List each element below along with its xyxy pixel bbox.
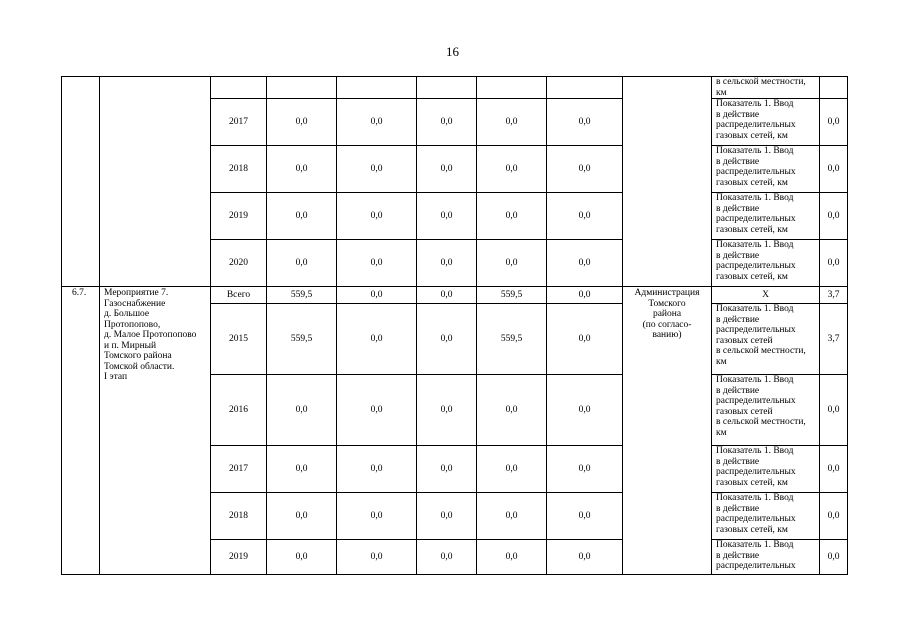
year-cell xyxy=(211,77,267,99)
amount-cell: 0,0 xyxy=(417,446,477,493)
year-cell: 2018 xyxy=(211,493,267,540)
indicator-text: Показатель 1. Ввод в действие распределительных газовых сетей, км xyxy=(716,193,796,235)
amount-cell: 0,0 xyxy=(417,375,477,446)
prev-executor-cell xyxy=(623,77,712,287)
amount-cell: 559,5 xyxy=(477,287,547,304)
amount-cell: 0,0 xyxy=(417,146,477,193)
amount-cell xyxy=(417,77,477,99)
value-cell xyxy=(820,77,848,99)
total-cell: 0,0 xyxy=(267,193,337,240)
amount-cell: 0,0 xyxy=(477,540,547,575)
value-cell: 0,0 xyxy=(820,146,848,193)
value-cell: 0,0 xyxy=(820,493,848,540)
amount-cell: 0,0 xyxy=(417,493,477,540)
amount-cell: 0,0 xyxy=(417,540,477,575)
amount-cell: 0,0 xyxy=(547,446,623,493)
amount-cell: 0,0 xyxy=(417,193,477,240)
indicator-text: Показатель 1. Ввод в действие распределительных газовых сетей, км xyxy=(716,240,796,282)
amount-cell: 0,0 xyxy=(417,99,477,146)
indicator-cell xyxy=(712,193,820,240)
year-cell: 2017 xyxy=(211,99,267,146)
page-number: 16 xyxy=(446,44,459,59)
year-cell: 2020 xyxy=(211,240,267,287)
amount-cell: 0,0 xyxy=(337,304,417,375)
indicator-cell xyxy=(712,375,820,446)
indicator-cell xyxy=(712,77,820,99)
amount-cell: 0,0 xyxy=(477,146,547,193)
value-cell: 0,0 xyxy=(820,375,848,446)
total-cell: 559,5 xyxy=(267,304,337,375)
prev-number-cell xyxy=(62,77,100,287)
total-cell: 0,0 xyxy=(267,375,337,446)
amount-cell: 0,0 xyxy=(547,146,623,193)
amount-cell: 0,0 xyxy=(337,287,417,304)
executor-cell xyxy=(623,287,712,575)
indicator-cell xyxy=(712,493,820,540)
total-cell: 0,0 xyxy=(267,446,337,493)
amount-cell: 0,0 xyxy=(337,99,417,146)
program-table xyxy=(61,76,848,575)
value-cell: 3,7 xyxy=(820,304,848,375)
value-cell: 3,7 xyxy=(820,287,848,304)
amount-cell: 559,5 xyxy=(477,304,547,375)
year-cell: 2016 xyxy=(211,375,267,446)
amount-cell xyxy=(547,77,623,99)
amount-cell: 0,0 xyxy=(547,375,623,446)
indicator-cell xyxy=(712,540,820,575)
table-row xyxy=(62,287,848,304)
indicator-cell xyxy=(712,99,820,146)
indicator-text: Показатель 1. Ввод в действие распределительных xyxy=(716,540,796,571)
year-cell: 2015 xyxy=(211,304,267,375)
total-cell: 0,0 xyxy=(267,540,337,575)
amount-cell: 0,0 xyxy=(477,375,547,446)
year-cell: 2018 xyxy=(211,146,267,193)
amount-cell: 0,0 xyxy=(337,193,417,240)
amount-cell xyxy=(477,77,547,99)
total-cell: 0,0 xyxy=(267,99,337,146)
indicator-text: в сельской местности, км xyxy=(716,77,806,98)
year-cell: 2017 xyxy=(211,446,267,493)
executor-text: Администрация Томского района (по согласо- ванию) xyxy=(634,288,700,340)
amount-cell: 0,0 xyxy=(337,146,417,193)
total-cell xyxy=(267,77,337,99)
indicator-cell: X xyxy=(712,287,820,304)
indicator-text: Показатель 1. Ввод в действие распределительных газовых сетей, км xyxy=(716,99,796,141)
value-cell: 0,0 xyxy=(820,446,848,493)
indicator-cell xyxy=(712,446,820,493)
value-cell: 0,0 xyxy=(820,540,848,575)
indicator-text: Показатель 1. Ввод в действие распределительных газовых сетей, км xyxy=(716,146,796,188)
total-cell: 0,0 xyxy=(267,146,337,193)
total-cell: 559,5 xyxy=(267,287,337,304)
indicator-cell xyxy=(712,146,820,193)
amount-cell xyxy=(337,77,417,99)
value-cell: 0,0 xyxy=(820,240,848,287)
amount-cell: 0,0 xyxy=(337,540,417,575)
event-number: 6.7. xyxy=(72,288,87,298)
indicator-text: Показатель 1. Ввод в действие распределительных газовых сетей в сельской местности, км xyxy=(716,375,806,438)
value-cell: 0,0 xyxy=(820,99,848,146)
amount-cell: 0,0 xyxy=(337,375,417,446)
amount-cell: 0,0 xyxy=(477,446,547,493)
indicator-text: Показатель 1. Ввод в действие распределительных газовых сетей, км xyxy=(716,493,796,535)
amount-cell: 0,0 xyxy=(547,304,623,375)
indicator-text: Показатель 1. Ввод в действие распределительных газовых сетей в сельской местности, км xyxy=(716,304,806,367)
year-cell: 2019 xyxy=(211,193,267,240)
amount-cell: 0,0 xyxy=(477,99,547,146)
total-label-cell: Всего xyxy=(211,287,267,304)
amount-cell: 0,0 xyxy=(547,540,623,575)
amount-cell: 0,0 xyxy=(477,193,547,240)
event-name: Мероприятие 7. Газоснабжение д. Большое Протопопово, д. Малое Протопопово и п. Мирный Томского района Томской области. I этап xyxy=(104,288,197,382)
amount-cell: 0,0 xyxy=(337,240,417,287)
amount-cell: 0,0 xyxy=(337,493,417,540)
amount-cell: 0,0 xyxy=(417,287,477,304)
amount-cell: 0,0 xyxy=(547,493,623,540)
year-cell: 2019 xyxy=(211,540,267,575)
amount-cell: 0,0 xyxy=(547,99,623,146)
amount-cell: 0,0 xyxy=(547,287,623,304)
table-row xyxy=(62,77,848,99)
indicator-text: Показатель 1. Ввод в действие распределительных газовых сетей, км xyxy=(716,446,796,488)
amount-cell: 0,0 xyxy=(547,193,623,240)
total-cell: 0,0 xyxy=(267,493,337,540)
amount-cell: 0,0 xyxy=(417,304,477,375)
prev-name-cell xyxy=(100,77,211,287)
indicator-cell xyxy=(712,240,820,287)
amount-cell: 0,0 xyxy=(337,446,417,493)
total-cell: 0,0 xyxy=(267,240,337,287)
amount-cell: 0,0 xyxy=(477,240,547,287)
indicator-cell xyxy=(712,304,820,375)
value-cell: 0,0 xyxy=(820,193,848,240)
event-name-cell xyxy=(100,287,211,575)
event-number-cell xyxy=(62,287,100,575)
amount-cell: 0,0 xyxy=(477,493,547,540)
amount-cell: 0,0 xyxy=(547,240,623,287)
amount-cell: 0,0 xyxy=(417,240,477,287)
